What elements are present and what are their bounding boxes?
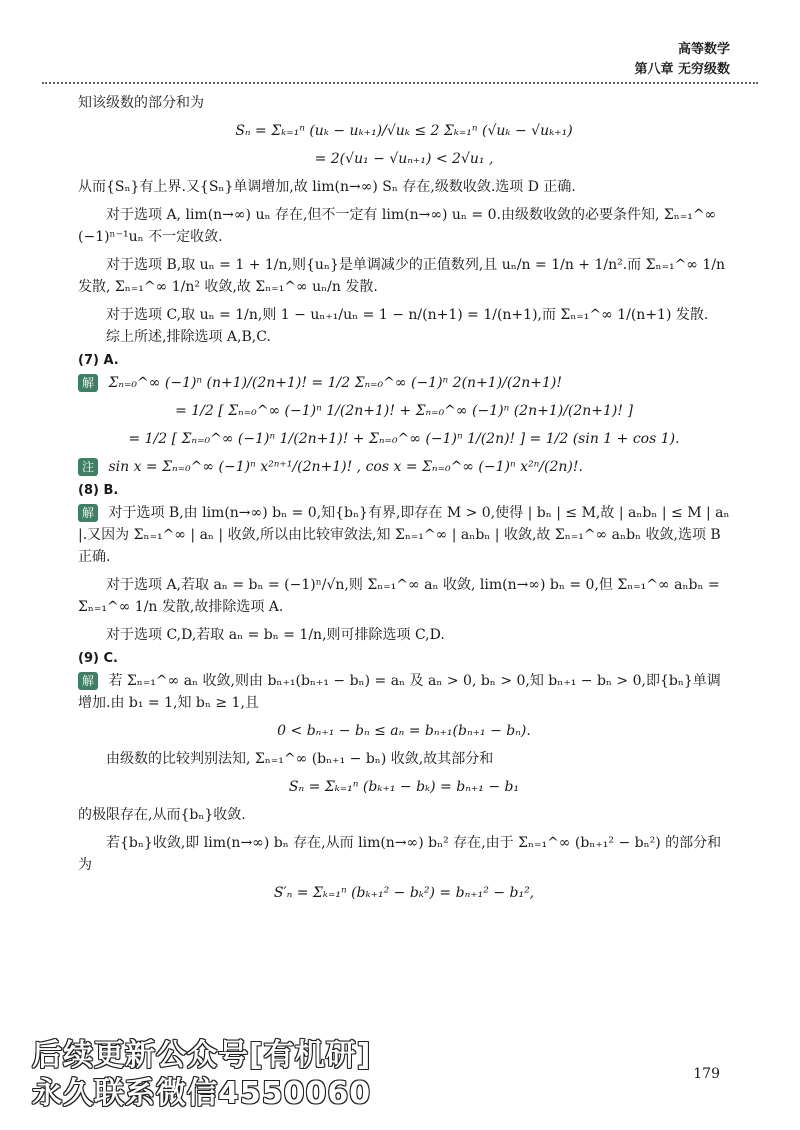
paragraph: 对于选项 C,取 uₙ = 1/n,则 1 − uₙ₊₁/uₙ = 1 − n/(n+1) = 1/(n+1),而 Σₙ₌₁^∞ 1/(n+1) 发散. [106,307,709,323]
solution-tag: 解 [78,504,98,522]
text-line: 知该级数的部分和为 [78,95,204,111]
equation: Σₙ₌₀^∞ (−1)ⁿ (n+1)/(2n+1)! = 1/2 Σₙ₌₀^∞ (−1)ⁿ 2(n+1)/(2n+1)! [108,375,562,391]
watermark-line-1: 后续更新公众号[有机研] [32,1038,372,1073]
paragraph: 对于选项 C,D,若取 aₙ = bₙ = 1/n,则可排除选项 C,D. [106,627,445,643]
paragraph-text: 若 Σₙ₌₁^∞ aₙ 收敛,则由 bₙ₊₁(bₙ₊₁ − bₙ) = aₙ 及 aₙ > 0, bₙ > 0,知 bₙ₊₁ − bₙ > 0,即{bₙ}单调增加.由 b₁ = 1,知 bₙ ≥ 1,且 [78,673,721,711]
answer-number: (7) A. [78,353,119,368]
note-tag: 注 [78,458,98,476]
header-divider [42,82,758,84]
paragraph: 由级数的比较判别法知, Σₙ₌₁^∞ (bₙ₊₁ − bₙ) 收敛,故其部分和 [106,751,494,767]
note-line [78,456,730,478]
page-body [78,92,730,910]
solution-paragraph [78,670,730,714]
equation: S′ₙ = Σₖ₌₁ⁿ (bₖ₊₁² − bₖ²) = bₙ₊₁² − b₁², [273,885,535,901]
equation: Sₙ = Σₖ₌₁ⁿ (bₖ₊₁ − bₖ) = bₙ₊₁ − b₁ [288,779,520,795]
solution-paragraph [78,502,730,568]
paragraph: 对于选项 A,若取 aₙ = bₙ = (−1)ⁿ/√n,则 Σₙ₌₁^∞ aₙ 收敛, lim(n→∞) bₙ = 0,但 Σₙ₌₁^∞ aₙbₙ = Σₙ₌₁^∞ 1/n 发散,故排除选项 A. [78,577,720,615]
text-line: 从而{Sₙ}有上界.又{Sₙ}单调增加,故 lim(n→∞) Sₙ 存在,级数收敛.选项 D 正确. [78,179,576,195]
paragraph: 综上所述,排除选项 A,B,C. [106,329,271,345]
solution-line [78,372,730,394]
running-header [634,40,730,80]
equation: 0 < bₙ₊₁ − bₙ ≤ aₙ = bₙ₊₁(bₙ₊₁ − bₙ). [277,723,531,739]
paragraph: 若{bₙ}收敛,即 lim(n→∞) bₙ 存在,从而 lim(n→∞) bₙ² 存在,由于 Σₙ₌₁^∞ (bₙ₊₁² − bₙ²) 的部分和为 [78,835,722,873]
paragraph: 对于选项 B,取 uₙ = 1 + 1/n,则{uₙ}是单调减少的正值数列,且 uₙ/n = 1/n + 1/n².而 Σₙ₌₁^∞ 1/n 发散, Σₙ₌₁^∞ 1/n² 收敛,故 Σₙ₌₁^∞ uₙ/n 发散. [78,257,726,295]
chapter-title: 第八章 无穷级数 [634,62,730,77]
equation: Sₙ = Σₖ₌₁ⁿ (uₖ − uₖ₊₁)/√uₖ ≤ 2 Σₖ₌₁ⁿ (√uₖ − √uₖ₊₁) [235,123,573,139]
paragraph: 对于选项 A, lim(n→∞) uₙ 存在,但不一定有 lim(n→∞) uₙ = 0.由级数收敛的必要条件知, Σₙ₌₁^∞ (−1)ⁿ⁻¹uₙ 不一定收敛. [78,207,717,245]
solution-tag: 解 [78,672,98,690]
equation: = 1/2 [ Σₙ₌₀^∞ (−1)ⁿ 1/(2n+1)! + Σₙ₌₀^∞ (−1)ⁿ 1/(2n)! ] = 1/2 (sin 1 + cos 1). [128,431,680,447]
book-title: 高等数学 [677,42,730,57]
equation: = 2(√u₁ − √uₙ₊₁) < 2√u₁ , [314,151,494,167]
equation: sin x = Σₙ₌₀^∞ (−1)ⁿ x²ⁿ⁺¹/(2n+1)! , cos x = Σₙ₌₀^∞ (−1)ⁿ x²ⁿ/(2n)!. [108,459,583,475]
page-number: 179 [693,1066,720,1082]
equation: = 1/2 [ Σₙ₌₀^∞ (−1)ⁿ 1/(2n+1)! + Σₙ₌₀^∞ (−1)ⁿ (2n+1)/(2n+1)! ] [175,403,633,419]
paragraph-text: 对于选项 B,由 lim(n→∞) bₙ = 0,知{bₙ}有界,即存在 M > 0,使得 | bₙ | ≤ M,故 | aₙbₙ | ≤ M | aₙ |.又因为 Σₙ₌₁^∞ | aₙ | 收敛,所以由比较审敛法,知 Σₙ₌₁^∞ | aₙbₙ | 收敛,故 Σₙ₌₁^∞ aₙbₙ 收敛,选项 B 正确. [78,505,730,565]
answer-number: (8) B. [78,483,119,498]
solution-tag: 解 [78,374,98,392]
watermark-line-2: 永久联系微信4550060 [32,1076,372,1111]
answer-number: (9) C. [78,651,118,666]
text-line: 的极限存在,从而{bₙ}收敛. [78,807,246,823]
